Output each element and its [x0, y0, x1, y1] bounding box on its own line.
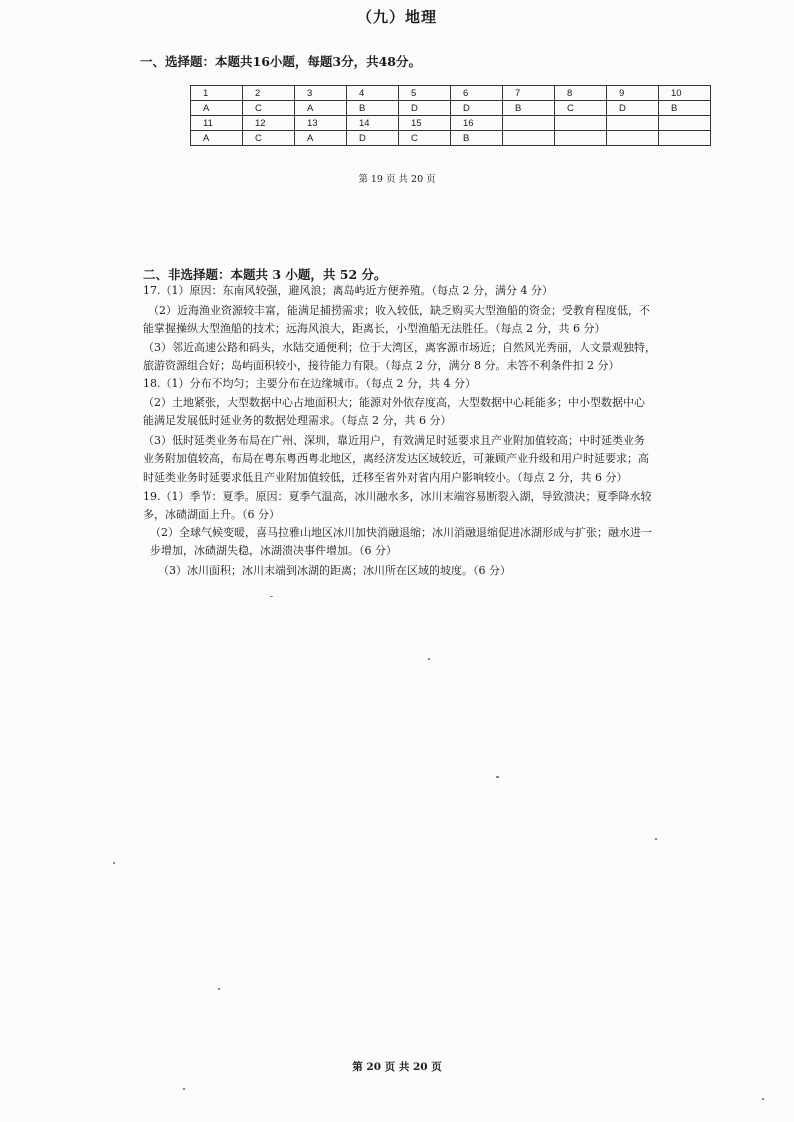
answer-table-cell: C — [399, 131, 451, 146]
answer-table-cell: D — [399, 101, 451, 116]
answer-table-cell: 6 — [451, 86, 503, 101]
answer-table-cell: 4 — [347, 86, 399, 101]
answer-table-row — [191, 131, 711, 146]
document-title: （九）地理 — [356, 8, 437, 26]
answer-table-cell: C — [243, 101, 295, 116]
answer-table-cell: 1 — [191, 86, 243, 101]
answer-table-cell: 10 — [659, 86, 711, 101]
answer-table-cell: B — [347, 101, 399, 116]
answer-table-cell: 7 — [503, 86, 555, 101]
section2-heading: 二、非选择题：本题共 3 小题，共 52 分。 — [143, 267, 387, 282]
answer-table-cell: A — [191, 131, 243, 146]
answer-table-row — [191, 101, 711, 116]
answer-table-cell: A — [191, 101, 243, 116]
answer-line: （2）近海渔业资源较丰富，能满足捕捞需求；收入较低，缺乏购买大型渔船的资金；受教育程度低，不 — [148, 304, 650, 317]
scan-speck — [183, 1088, 185, 1090]
answer-table-cell: 15 — [399, 116, 451, 131]
answer-table-cell: 12 — [243, 116, 295, 131]
answer-table-cell — [503, 116, 555, 131]
answer-table-cell — [555, 116, 607, 131]
answer-table-cell: B — [659, 101, 711, 116]
answer-table-cell — [659, 131, 711, 146]
answer-table-cell: B — [451, 131, 503, 146]
answer-line: （3）邻近高速公路和码头，水陆交通便利；位于大湾区，离客源市场近；自然风光秀丽，人文景观独特， — [143, 341, 656, 354]
answer-table-cell: A — [295, 131, 347, 146]
answer-line: 18.（1）分布不均匀；主要分布在边缘城市。（每点 2 分，共 4 分） — [143, 377, 476, 390]
answer-table-cell: 5 — [399, 86, 451, 101]
scan-speck — [113, 862, 115, 864]
answer-table — [190, 85, 711, 146]
answer-table-cell: 8 — [555, 86, 607, 101]
answer-table-cell: D — [347, 131, 399, 146]
answer-table-cell: 13 — [295, 116, 347, 131]
answer-line: 业务附加值较高，布局在粤东粤西粤北地区，离经济发达区域较近，可兼顾产业升级和用户时延要求；高 — [143, 452, 649, 465]
answer-table-cell: 9 — [607, 86, 659, 101]
answer-table-cell: 2 — [243, 86, 295, 101]
answer-line: （2）土地紧张，大型数据中心占地面积大；能源对外依存度高，大型数据中心耗能多；中小型数据中心 — [143, 396, 645, 409]
scan-speck — [428, 658, 430, 660]
answer-table-cell — [607, 116, 659, 131]
answer-table-cell — [607, 131, 659, 146]
answer-table-cell — [555, 131, 607, 146]
answer-table-row — [191, 116, 711, 131]
answer-line: （3）冰川面积；冰川末端到冰湖的距离；冰川所在区域的坡度。（6 分） — [158, 564, 511, 577]
answer-table-cell: 3 — [295, 86, 347, 101]
answer-table-cell: C — [555, 101, 607, 116]
scan-speck — [270, 596, 273, 597]
scan-speck — [496, 776, 499, 778]
answer-table-cell: B — [503, 101, 555, 116]
answer-line: 时延类业务时延要求低且产业附加值较低，迁移至省外对省内用户影响较小。（每点 2 分，共 6 分） — [143, 471, 628, 484]
answer-table-cell: 11 — [191, 116, 243, 131]
scan-speck — [655, 838, 657, 840]
section1-heading: 一、选择题：本题共16小题，每题3分，共48分。 — [140, 54, 421, 69]
answer-table-cell: D — [451, 101, 503, 116]
answer-line: 步增加，冰碛湖失稳，冰湖溃决事件增加。（6 分） — [150, 544, 397, 557]
answer-line: 能满足发展低时延业务的数据处理需求。（每点 2 分，共 6 分） — [143, 414, 452, 427]
answer-line: （3）低时延类业务布局在广州、深圳，靠近用户，有效满足时延要求且产业附加值较高；中时延类业务 — [143, 434, 645, 447]
answer-line: 多，冰碛湖面上升。（6 分） — [143, 508, 280, 521]
scan-speck — [762, 1098, 764, 1100]
answer-table-cell — [659, 116, 711, 131]
answer-table-cell: 16 — [451, 116, 503, 131]
answer-line: （2）全球气候变暖，喜马拉雅山地区冰川加快消融退缩；冰川消融退缩促进冰湖形成与扩张；融水进一 — [150, 526, 652, 539]
answer-table-row — [191, 86, 711, 101]
answer-table-cell: C — [243, 131, 295, 146]
answer-line: 旅游资源组合好；岛屿面积较小，接待能力有限。（每点 2 分，满分 8 分。未答不利条件扣 2 分） — [143, 359, 620, 372]
answer-line: 能掌握操纵大型渔船的技术；远海风浪大，距离长，小型渔船无法胜任。（每点 2 分，共 6 分） — [143, 322, 606, 335]
answer-table-cell — [503, 131, 555, 146]
answer-table-cell: D — [607, 101, 659, 116]
answer-line: 19.（1）季节：夏季。原因：夏季气温高，冰川融水多，冰川末端容易断裂入湖，导致溃决；夏季降水较 — [143, 490, 652, 503]
page-number-bottom: 第 20 页 共 20 页 — [352, 1061, 442, 1073]
answer-line: 17.（1）原因：东南风较强，避风浪；离岛屿近方便养殖。（每点 2 分，满分 4 分） — [143, 284, 553, 297]
page-number-top: 第 19 页 共 20 页 — [358, 174, 436, 185]
scan-speck — [218, 988, 220, 990]
answer-table-cell: A — [295, 101, 347, 116]
answer-table-cell: 14 — [347, 116, 399, 131]
